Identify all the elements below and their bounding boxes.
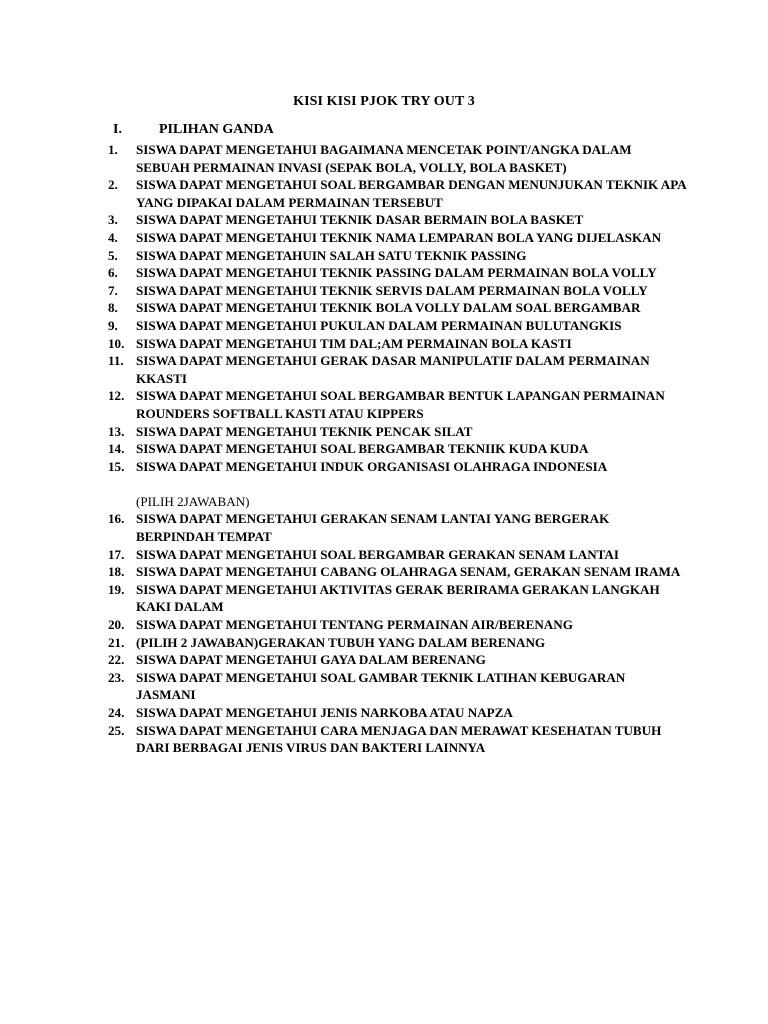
item-text: SISWA DAPAT MENGETAHUIN SALAH SATU TEKNIK PASSING: [136, 247, 527, 263]
item-number: 20.: [108, 617, 125, 633]
item-text: SISWA DAPAT MENGETAHUI SOAL BERGAMBAR BENTUK LAPANGAN PERMAINAN ROUNDERS SOFTBALL KASTI ATAU KIPPERS: [136, 388, 665, 421]
item-text: SISWA DAPAT MENGETAHUI CARA MENJAGA DAN MERAWAT KESEHATAN TUBUH DARI BERBAGAI JENIS VIRUS DAN BAKTERI LAINNYA: [136, 722, 662, 756]
item-number: 12.: [108, 388, 125, 404]
item-text: SISWA DAPAT MENGETAHUI SOAL BERGAMBAR TEKNIIK KUDA KUDA: [136, 441, 589, 457]
item-text: SISWA DAPAT MENGETAHUI GERAKAN SENAM LANTAI YANG BERGERAK BERPINDAH TEMPAT: [136, 511, 610, 545]
item-text: SISWA DAPAT MENGETAHUI TEKNIK SERVIS DALAM PERMAINAN BOLA VOLLY: [136, 282, 648, 298]
item-number: 11.: [108, 353, 124, 369]
item-text: SISWA DAPAT MENGETAHUI SOAL BERGAMBAR DENGAN MENUNJUKAN TEKNIK APA YANG DIPAKAI DALAM PERMAINAN TERSEBUT: [136, 177, 687, 210]
item-number: 22.: [108, 652, 125, 668]
item-number: 6.: [108, 265, 118, 281]
item-text: SISWA DAPAT MENGETAHUI PUKULAN DALAM PERMAINAN BULUTANGKIS: [136, 317, 622, 333]
item-text: SISWA DAPAT MENGETAHUI TEKNIK PENCAK SILAT: [136, 423, 473, 439]
item-number: 14.: [108, 441, 125, 457]
list-item: [108, 387, 688, 422]
item-number: 17.: [108, 546, 125, 562]
list-item: [108, 563, 688, 581]
document-title: KISI KISI PJOK TRY OUT 3: [293, 94, 475, 109]
list-item: [108, 335, 688, 353]
blank-line: [108, 475, 688, 493]
answer-note: (PILIH 2JAWABAN): [136, 493, 250, 509]
item-text: SISWA DAPAT MENGETAHUI SOAL BERGAMBAR GERAKAN SENAM LANTAI: [136, 546, 619, 562]
list-item: [108, 440, 688, 458]
item-text: SISWA DAPAT MENGETAHUI TENTANG PERMAINAN AIR/BERENANG: [136, 617, 573, 633]
list-item: [108, 616, 688, 634]
item-number: 8.: [108, 300, 118, 316]
item-text: SISWA DAPAT MENGETAHUI JENIS NARKOBA ATAU NAPZA: [136, 705, 513, 720]
criteria-list: [108, 141, 688, 757]
list-item: [108, 141, 688, 176]
list-item: [108, 247, 688, 265]
item-number: 2.: [108, 177, 118, 193]
list-item: [108, 211, 688, 229]
item-number: 7.: [108, 282, 118, 298]
item-number: 1.: [108, 142, 118, 157]
item-text: SISWA DAPAT MENGETAHUI BAGAIMANA MENCETAK POINT/ANGKA DALAM SEBUAH PERMAINAN INVASI (SEPAK BOLA, VOLLY, BOLA BASKET): [136, 142, 632, 175]
item-text: SISWA DAPAT MENGETAHUI INDUK ORGANISASI OLAHRAGA INDONESIA: [136, 458, 608, 474]
item-text: SISWA DAPAT MENGETAHUI TEKNIK BOLA VOLLY DALAM SOAL BERGAMBAR: [136, 300, 641, 316]
list-item: [108, 229, 688, 247]
list-item: [108, 352, 688, 387]
item-text: SISWA DAPAT MENGETAHUI AKTIVITAS GERAK BERIRAMA GERAKAN LANGKAH KAKI DALAM: [136, 581, 660, 615]
list-item: [108, 634, 688, 652]
list-item: [108, 458, 688, 476]
item-number: 13.: [108, 423, 125, 439]
item-text: (PILIH 2 JAWABAN)GERAKAN TUBUH YANG DALAM BERENANG: [136, 634, 546, 650]
section-label: PILIHAN GANDA: [159, 122, 274, 137]
item-text: SISWA DAPAT MENGETAHUI TEKNIK PASSING DALAM PERMAINAN BOLA VOLLY: [136, 265, 657, 281]
list-item: [108, 282, 688, 300]
list-item: [108, 317, 688, 335]
item-text: SISWA DAPAT MENGETAHUI TIM DAL;AM PERMAINAN BOLA KASTI: [136, 335, 572, 351]
list-item: [108, 651, 688, 669]
item-text: SISWA DAPAT MENGETAHUI TEKNIK NAMA LEMPARAN BOLA YANG DIJELASKAN: [136, 229, 662, 245]
list-item: [108, 669, 688, 704]
list-item: [108, 722, 688, 757]
item-number: 23.: [108, 669, 125, 685]
item-text: SISWA DAPAT MENGETAHUI TEKNIK DASAR BERMAIN BOLA BASKET: [136, 212, 584, 228]
item-number: 15.: [108, 458, 125, 474]
list-item: [108, 299, 688, 317]
list-item: [108, 264, 688, 282]
list-item: [108, 704, 688, 722]
item-number: 4.: [108, 229, 118, 245]
item-number: 24.: [108, 705, 125, 720]
list-item: [108, 546, 688, 564]
list-item: [108, 176, 688, 211]
item-number: 16.: [108, 511, 125, 527]
item-number: 18.: [108, 564, 125, 580]
item-text: SISWA DAPAT MENGETAHUI SOAL GAMBAR TEKNIK LATIHAN KEBUGARAN JASMANI: [136, 669, 626, 703]
item-number: 21.: [108, 634, 125, 650]
item-number: 19.: [108, 581, 125, 597]
item-text: SISWA DAPAT MENGETAHUI GERAK DASAR MANIPULATIF DALAM PERMAINAN KKASTI: [136, 353, 650, 386]
section-heading: [113, 122, 274, 138]
item-number: 5.: [108, 247, 118, 263]
item-number: 10.: [108, 335, 125, 351]
item-text: SISWA DAPAT MENGETAHUI CABANG OLAHRAGA SENAM, GERAKAN SENAM IRAMA: [136, 564, 681, 580]
list-item: [108, 510, 688, 545]
item-number: 9.: [108, 317, 118, 333]
item-number: 25.: [108, 722, 125, 738]
item-number: 3.: [108, 212, 118, 228]
list-item: [108, 423, 688, 441]
item-text: SISWA DAPAT MENGETAHUI GAYA DALAM BERENANG: [136, 652, 486, 668]
section-number: I.: [113, 122, 122, 137]
list-item: [108, 581, 688, 616]
